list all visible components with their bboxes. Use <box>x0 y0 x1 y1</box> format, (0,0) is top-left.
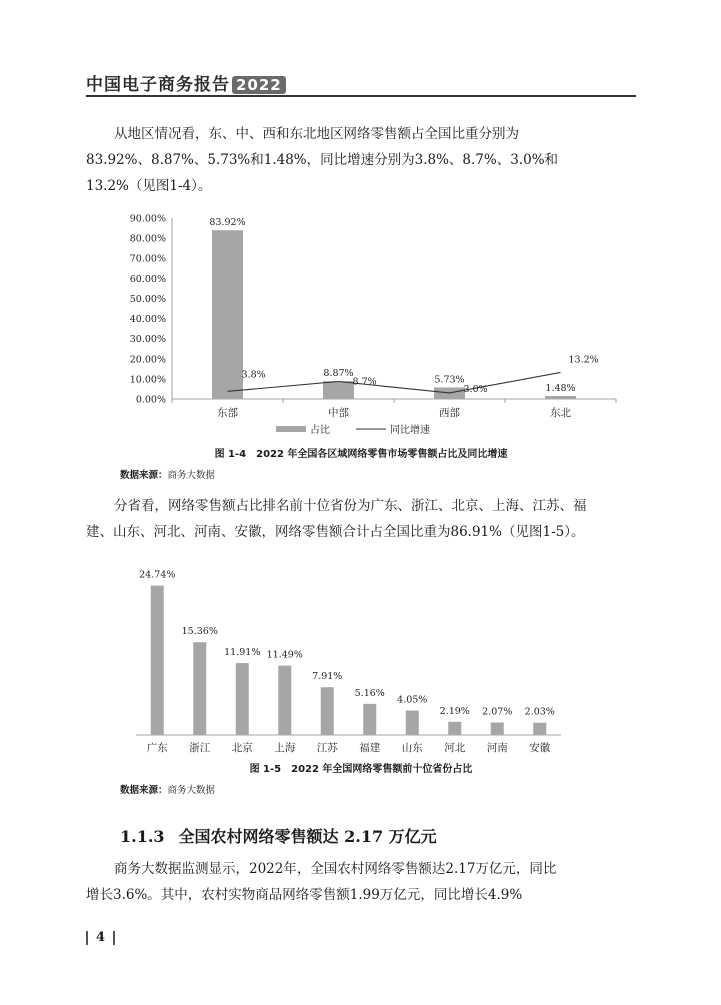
bar-山东 <box>406 711 419 735</box>
paragraph-line: 13.2%（见图1-4）。 <box>86 178 212 194</box>
y-tick-label: 0.00% <box>135 394 166 406</box>
figure-caption-1-5: 图 1-5 2022 年全国网络零售额前十位省份占比 <box>249 764 473 775</box>
figure-source-1-5: 数据来源：商务大数据 <box>120 785 216 796</box>
bar-data-label: 11.49% <box>266 649 303 661</box>
bar-data-label: 1.48% <box>545 383 576 395</box>
line-data-label: 3.0% <box>463 383 488 395</box>
bar-data-label: 24.74% <box>139 569 176 581</box>
bar-data-label: 11.91% <box>224 647 261 659</box>
x-tick-label: 江苏 <box>316 742 338 754</box>
paragraph-rural <box>86 856 636 908</box>
x-tick-label: 山东 <box>401 742 423 754</box>
bar-data-label: 2.19% <box>439 705 470 717</box>
bar-data-label: 2.07% <box>482 706 513 718</box>
bar-data-label: 4.05% <box>397 694 428 706</box>
y-tick-label: 70.00% <box>129 253 166 265</box>
bar-北京 <box>236 663 249 735</box>
bar-data-label: 2.03% <box>524 706 555 718</box>
y-tick-label: 60.00% <box>129 273 166 285</box>
page-number: 4 <box>96 930 106 945</box>
x-tick-label: 东北 <box>550 407 571 419</box>
x-tick-label: 中部 <box>328 407 349 419</box>
x-tick-label: 安徽 <box>529 742 551 754</box>
line-data-label: 3.8% <box>241 369 266 381</box>
x-tick-label: 西部 <box>439 407 460 419</box>
bar-东北 <box>545 396 576 399</box>
bar-data-label: 8.87% <box>323 368 354 380</box>
paragraph-line: 商务大数据监测显示，2022年，全国农村网络零售额达2.17万亿元，同比 <box>114 861 557 877</box>
x-tick-label: 福建 <box>359 742 381 754</box>
x-tick-label: 广东 <box>146 742 168 754</box>
header-year-badge: 2022 <box>232 76 286 94</box>
bar-浙江 <box>193 642 206 735</box>
page-footer <box>86 930 123 945</box>
paragraph-line: 增长3.6%。其中，农村实物商品网络零售额1.99万亿元，同比增长4.9% <box>86 887 523 903</box>
x-tick-label: 北京 <box>231 742 253 754</box>
x-tick-label: 上海 <box>274 742 296 754</box>
growth-line <box>228 372 561 393</box>
chart-region-share <box>86 205 636 445</box>
section-title: 全国农村网络零售额达 2.17 万亿元 <box>178 827 437 846</box>
line-data-label: 13.2% <box>568 354 599 366</box>
bar-中部 <box>323 381 354 399</box>
y-tick-label: 80.00% <box>129 233 166 245</box>
bar-data-label: 83.92% <box>209 217 246 229</box>
figure-caption-1-4: 图 1-4 2022 年全国各区域网络零售市场零售额占比及同比增速 <box>214 449 508 460</box>
x-tick-label: 河北 <box>444 742 466 754</box>
paragraph-line: 分省看，网络零售额占比排名前十位省份为广东、浙江、北京、上海、江苏、福 <box>114 498 587 514</box>
bar-data-label: 5.73% <box>434 374 465 386</box>
bar-福建 <box>363 704 376 735</box>
paragraph-provinces <box>86 493 636 545</box>
section-heading <box>120 824 437 847</box>
bar-河南 <box>491 723 504 735</box>
bar-data-label: 7.91% <box>312 671 343 683</box>
y-tick-label: 40.00% <box>129 314 166 326</box>
line-data-label: 8.7% <box>352 376 377 388</box>
bar-广东 <box>151 586 164 735</box>
figure-source-1-4: 数据来源：商务大数据 <box>120 470 216 481</box>
legend-swatch-share <box>276 426 306 432</box>
legend-label: 同比增速 <box>390 425 430 436</box>
x-tick-label: 河南 <box>486 742 508 754</box>
paragraph-line: 建、山东、河北、河南、安徽，网络零售额合计占全国比重为86.91%（见图1-5）。 <box>86 524 585 540</box>
x-tick-label: 东部 <box>217 407 238 419</box>
y-tick-label: 90.00% <box>129 213 166 225</box>
bar-安徽 <box>533 723 546 735</box>
header-rule <box>86 95 636 97</box>
paragraph-line: 从地区情况看，东、中、西和东北地区网络零售额占全国比重分别为 <box>114 126 519 142</box>
running-header <box>86 70 286 95</box>
bar-东部 <box>212 230 243 399</box>
bar-上海 <box>278 666 291 735</box>
paragraph-line: 83.92%、8.87%、5.73%和1.48%，同比增速分别为3.8%、8.7%、3.0%和 <box>86 152 559 168</box>
y-tick-label: 30.00% <box>129 334 166 346</box>
paragraph-regions <box>86 121 636 199</box>
chart-top-provinces <box>86 555 636 760</box>
y-tick-label: 10.00% <box>129 374 166 386</box>
bar-data-label: 5.16% <box>354 687 385 699</box>
bar-江苏 <box>321 687 334 735</box>
legend-label: 占比 <box>310 425 330 436</box>
y-tick-label: 50.00% <box>129 293 166 305</box>
section-number: 1.1.3 <box>120 827 165 846</box>
header-title: 中国电子商务报告 <box>86 75 230 95</box>
x-tick-label: 浙江 <box>189 742 211 754</box>
bar-河北 <box>448 722 461 735</box>
bar-data-label: 15.36% <box>181 626 218 638</box>
y-tick-label: 20.00% <box>129 354 166 366</box>
